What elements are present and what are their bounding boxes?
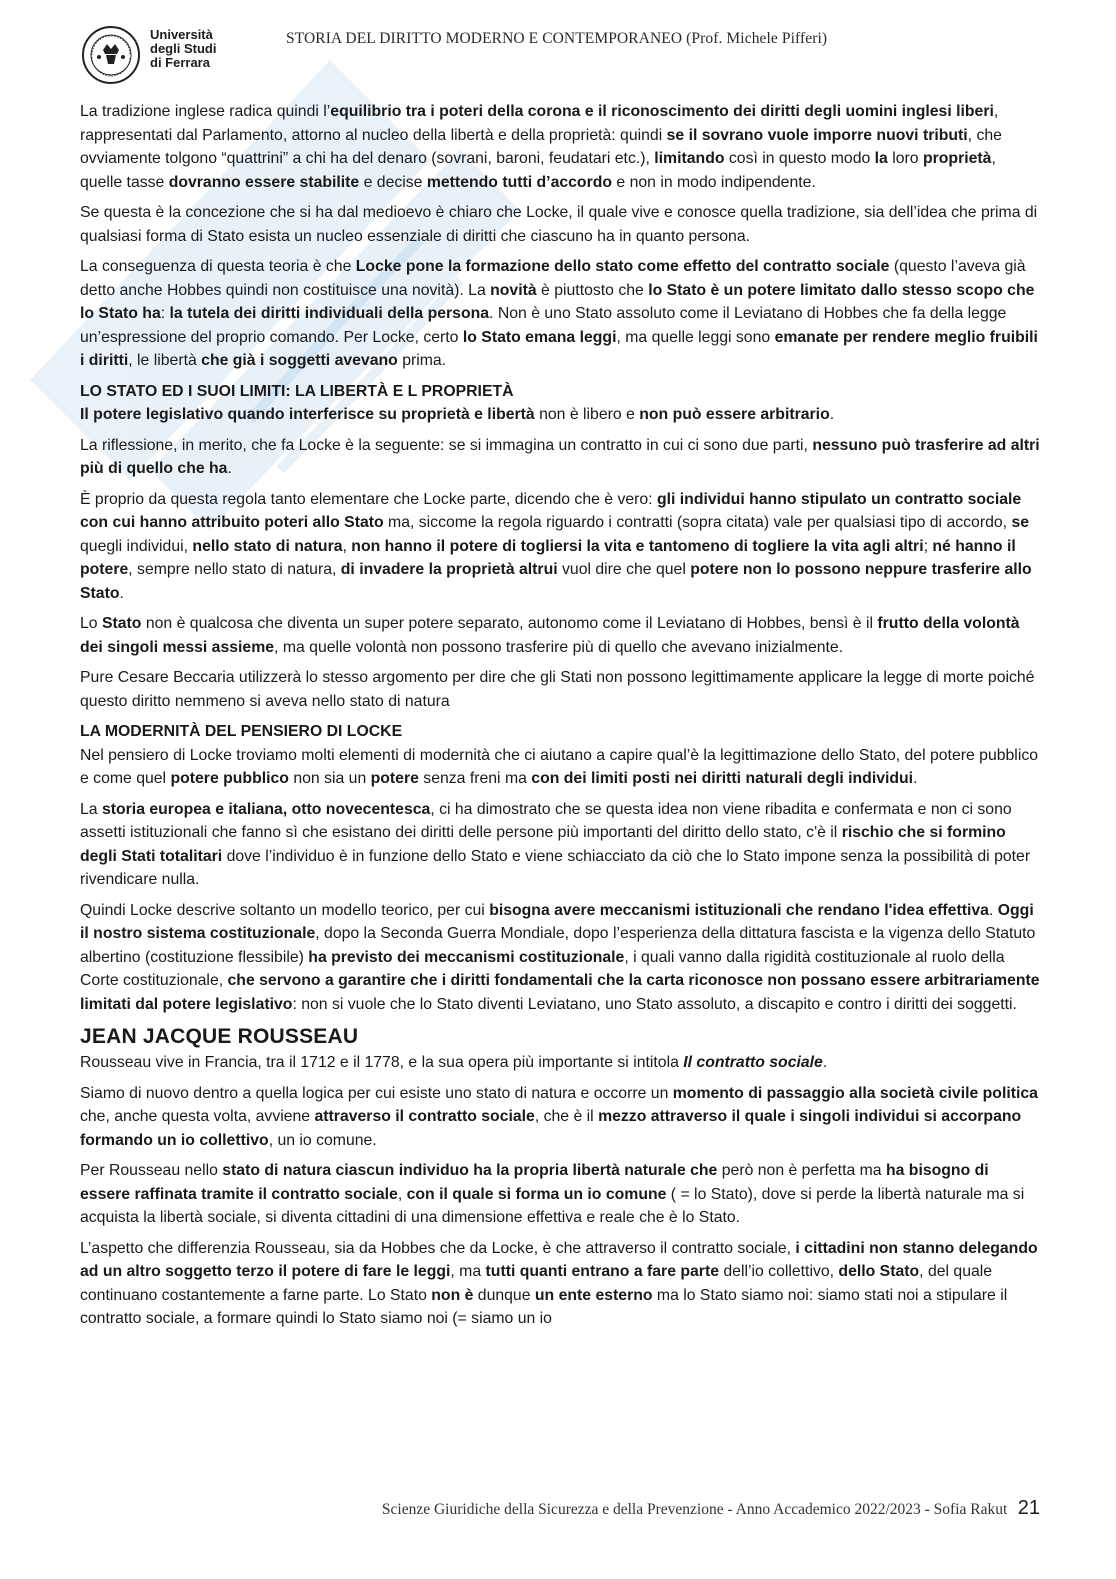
bold-text: momento di passaggio alla società civile politica bbox=[672, 1084, 1038, 1102]
bold-text: lo Stato emana leggi bbox=[462, 328, 617, 346]
university-name bbox=[150, 28, 260, 70]
bold-text: lo Stato è un potere limitato dallo stesso scopo che lo Stato ha bbox=[80, 281, 1035, 322]
bold-text: non è bbox=[431, 1286, 474, 1304]
bold-text: Il contratto sociale bbox=[683, 1054, 823, 1071]
bold-text: nello stato di natura bbox=[192, 537, 343, 555]
section-heading-rousseau: JEAN JACQUE ROUSSEAU bbox=[80, 1025, 359, 1048]
page-header bbox=[80, 18, 1040, 78]
bold-text: di invadere la proprietà altrui bbox=[340, 561, 558, 578]
uni-line-1: Università bbox=[150, 27, 213, 42]
paragraph: Se questa è la concezione che si ha dal medioevo è chiaro che Locke, il quale vive e conosce quella tradizione, sia dell’idea che prima di qualsiasi forma di Stato esista un nucleo essenziale di diritti che ciascuno ha in quanto persona. bbox=[80, 204, 1038, 245]
bold-text: potere bbox=[370, 770, 419, 787]
bold-text: se il sovrano vuole imporre nuovi tributi bbox=[666, 126, 968, 144]
paragraph: Nel pensiero di Locke troviamo molti elementi di modernità che ci aiutano a capire qual’è la legittimazione dello Stato, del potere pubblico e come quel potere pubblico non sia un potere senza freni ma con dei limiti posti nei diritti naturali degli individui. bbox=[80, 746, 1039, 787]
section-heading-limits: LO STATO ED I SUOI LIMITI: LA LIBERTÀ E L PROPRIETÀ bbox=[80, 382, 514, 400]
bold-text: Oggi il nostro sistema costituzionale bbox=[80, 901, 1034, 942]
uni-line-2: degli Studi bbox=[150, 41, 217, 56]
bold-text: né hanno il potere bbox=[80, 537, 1016, 578]
paragraph: Siamo di nuovo dentro a quella logica per cui esiste uno stato di natura e occorre un momento di passaggio alla società civile politica che, anche questa volta, avviene attraverso il contratto sociale, che è il mezzo attraverso il quale i singoli individui si accorpano formando un io collettivo, un io comune. bbox=[80, 1084, 1038, 1149]
bold-text: limitando bbox=[654, 150, 725, 167]
bold-text: con il quale si forma un io comune bbox=[406, 1185, 667, 1203]
bold-text: stato di natura ciascun individuo ha la propria libertà naturale che bbox=[222, 1162, 718, 1179]
bold-text: non può essere arbitrario bbox=[639, 406, 830, 423]
bold-text: un ente esterno bbox=[534, 1286, 653, 1304]
footer-text: Scienze Giuridiche della Sicurezza e della Prevenzione - Anno Accademico 2022/2023 - Sofia Rakut bbox=[381, 1501, 1008, 1518]
paragraph: Il potere legislativo quando interferisce su proprietà e libertà non è libero e non può essere arbitrario. bbox=[80, 406, 835, 423]
bold-text: che servono a garantire che i diritti fondamentali che la carta riconosce non possano essere arbitrariamente limitati dal potere legislativo bbox=[80, 972, 1040, 1013]
bold-text: che già i soggetti avevano bbox=[201, 352, 398, 369]
bold-text: dovranno essere stabilite bbox=[168, 173, 360, 191]
bold-text: i cittadini non stanno delegando ad un altro soggetto terzo il potere di fare le leggi bbox=[80, 1239, 1038, 1280]
university-seal-icon bbox=[80, 24, 142, 86]
bold-text: tutti quanti entrano a fare parte bbox=[485, 1263, 719, 1280]
bold-text: mezzo attraverso il quale i singoli individui si accorpano formando un io collettivo bbox=[80, 1108, 1022, 1149]
paragraph: La tradizione inglese radica quindi l’equilibrio tra i poteri della corona e il riconoscimento dei diritti degli uomini inglesi liberi, rappresentati dal Parlamento, attorno al nucleo della libertà e della proprietà: quindi se il sovrano vuole imporre nuovi tributi, che ovviamente tolgono “quattrini” a chi ha del denaro (sovrani, baroni, feudatari etc.), limitando così in questo modo la loro proprietà, quelle tasse dovranno essere stabilite e decise mettendo tutti d’accordo e non in modo indipendente. bbox=[80, 103, 1002, 191]
bold-text: emanate per rendere meglio fruibili i diritti bbox=[80, 328, 1038, 369]
bold-text: la bbox=[874, 150, 888, 167]
bold-text: equilibrio tra i poteri della corona e il riconoscimento dei diritti degli uomini inglesi liberi bbox=[330, 103, 994, 120]
bold-text: ha bisogno di essere raffinata tramite il contratto sociale bbox=[80, 1162, 989, 1203]
page-footer bbox=[300, 1497, 1040, 1527]
paragraph: Lo Stato non è qualcosa che diventa un super potere separato, autonomo come il Leviatano di Hobbes, bensì è il frutto della volontà dei singoli messi assieme, ma quelle volontà non possono trasferire più di quello che avevano inizialmente. bbox=[80, 615, 1020, 656]
bold-text: nessuno può trasferire ad altri più di quello che ha bbox=[80, 436, 1040, 477]
bold-text: proprietà bbox=[922, 150, 992, 167]
bold-text: dello Stato bbox=[838, 1263, 920, 1280]
bold-text: Locke pone la formazione dello stato come effetto del contratto sociale bbox=[355, 258, 890, 275]
page-number: 21 bbox=[1017, 1497, 1040, 1519]
bold-text: potere non lo possono neppure trasferire allo Stato bbox=[80, 561, 1032, 602]
paragraph: L’aspetto che differenzia Rousseau, sia da Hobbes che da Locke, è che attraverso il contratto sociale, i cittadini non stanno delegando ad un altro soggetto terzo il potere di fare le leggi, ma tutti quanti entrano a fare parte dell’io collettivo, dello Stato, del quale continuano costantemente a farne parte. Lo Stato non è dunque un ente esterno ma lo Stato siamo noi: siamo stati noi a stipulare il contratto sociale, a formare quindi lo Stato siamo noi (= siamo un io bbox=[80, 1239, 1038, 1327]
bold-text: rischio che si formino degli Stati totalitari bbox=[80, 824, 1006, 865]
bold-text: storia europea e italiana, otto novecentesca bbox=[101, 800, 431, 818]
paragraph: Pure Cesare Beccaria utilizzerà lo stesso argomento per dire che gli Stati non possono legittimamente applicare la legge di morte poiché questo diritto nemmeno si aveva nello stato di natura bbox=[80, 669, 1035, 710]
paragraph: È proprio da questa regola tanto elementare che Locke parte, dicendo che è vero: gli individui hanno stipulato un contratto sociale con cui hanno attribuito poteri allo Stato ma, siccome la regola riguardo i contratti (sopra citata) vale per qualsiasi tipo di accordo, se quegli individui, nello stato di natura, non hanno il potere di togliersi la vita e tantomeno di togliere la vita agli altri; né hanno il potere, sempre nello stato di natura, di invadere la proprietà altrui vuol dire che quel potere non lo possono neppure trasferire allo Stato. bbox=[80, 490, 1032, 602]
bold-text: bisogna avere meccanismi istituzionali che rendano l'idea effettiva bbox=[489, 901, 989, 919]
bold-text: potere pubblico bbox=[170, 770, 289, 787]
bold-text: Il potere legislativo quando interferisce su proprietà e libertà bbox=[80, 406, 535, 423]
paragraph: Per Rousseau nello stato di natura ciascun individuo ha la propria libertà naturale che però non è perfetta ma ha bisogno di essere raffinata tramite il contratto sociale, con il quale si forma un io comune ( = lo Stato), dove si perde la libertà naturale ma si acquista la libertà sociale, si diventa cittadini di una dimensione effettiva e reale che è lo Stato. bbox=[80, 1162, 1025, 1226]
bold-text: la tutela dei diritti individuali della persona bbox=[169, 305, 490, 322]
bold-text: mettendo tutti d’accordo bbox=[426, 173, 613, 191]
bold-text: attraverso il contratto sociale bbox=[314, 1108, 535, 1125]
bold-text: ha previsto dei meccanismi costituzionale bbox=[308, 948, 625, 966]
bold-text: frutto della volontà dei singoli messi assieme bbox=[80, 615, 1020, 656]
paragraph: Rousseau vive in Francia, tra il 1712 e il 1778, e la sua opera più importante si intitola Il contratto sociale. bbox=[80, 1054, 828, 1071]
paragraph: La riflessione, in merito, che fa Locke è la seguente: se si immagina un contratto in cui ci sono due parti, nessuno può trasferire ad altri più di quello che ha. bbox=[80, 436, 1040, 477]
paragraph: Quindi Locke descrive soltanto un modello teorico, per cui bisogna avere meccanismi istituzionali che rendano l'idea effettiva. Oggi il nostro sistema costituzionale, dopo la Seconda Guerra Mondiale, dopo l’esperienza della dittatura fascista e la vigenza dello Statuto albertino (costituzione flessibile) ha previsto dei meccanismi costituzionale, i quali vanno dalla rigidità costituzionale al ruolo della Corte costituzionale, che servono a garantire che i diritti fondamentali che la carta riconosce non possano essere arbitrariamente limitati dal potere legislativo: non si vuole che lo Stato diventi Leviatano, uno Stato assoluto, a discapito e contro i diritti dei soggetti. bbox=[80, 901, 1040, 1013]
bold-text: non hanno il potere di togliersi la vita e tantomeno di togliere la vita agli altri bbox=[351, 537, 924, 555]
bold-text: se bbox=[1011, 514, 1030, 531]
bold-text: Stato bbox=[101, 615, 142, 632]
uni-line-3: di Ferrara bbox=[150, 55, 210, 70]
section-heading-modernity: LA MODERNITÀ DEL PENSIERO DI LOCKE bbox=[80, 723, 403, 740]
course-title: STORIA DEL DIRITTO MODERNO E CONTEMPORANEO (Prof. Michele Pifferi) bbox=[286, 30, 828, 47]
bold-text: novità bbox=[490, 281, 537, 299]
bold-text: con dei limiti posti nei diritti naturali degli individui bbox=[531, 770, 914, 787]
bold-text: gli individui hanno stipulato un contratto sociale con cui hanno attribuito poteri allo Stato bbox=[80, 490, 1022, 531]
paragraph: La conseguenza di questa teoria è che Locke pone la formazione dello stato come effetto del contratto sociale (questo l’aveva già detto anche Hobbes quindi non costituisce una novità). La novità è piuttosto che lo Stato è un potere limitato dallo stesso scopo che lo Stato ha: la tutela dei diritti individuali della persona. Non è uno Stato assoluto come il Leviatano di Hobbes che fa della legge un’espressione del proprio comando. Per Locke, certo lo Stato emana leggi, ma quelle leggi sono emanate per rendere meglio fruibili i diritti, le libertà che già i soggetti avevano prima. bbox=[80, 258, 1038, 369]
document-body bbox=[80, 100, 1040, 1331]
paragraph: La storia europea e italiana, otto novecentesca, ci ha dimostrato che se questa idea non viene ribadita e confermata e non ci sono assetti istituzionali che fanno sì che esistano dei diritti delle persone più importanti del diritto dello stato, c'è il rischio che si formino degli Stati totalitari dove l’individuo è in funzione dello Stato e viene schiacciato da ciò che lo Stato impone senza la possibilità di poter rivendicare nulla. bbox=[80, 800, 1031, 888]
